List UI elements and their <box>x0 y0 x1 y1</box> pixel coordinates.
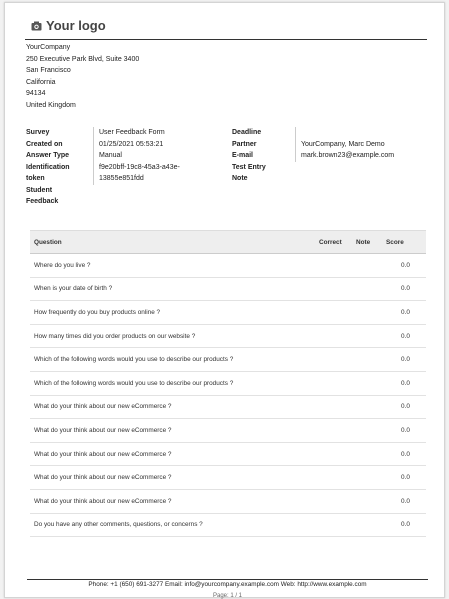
score-cell: 0.0 <box>401 261 410 269</box>
table-row <box>30 490 426 514</box>
score-cell: 0.0 <box>401 497 410 505</box>
camera-icon <box>31 21 42 31</box>
header-question: Question <box>34 238 62 246</box>
info-value-token: f9e20bff-19c8-45a3-a43e- <box>99 163 180 171</box>
question-cell: What do your think about our new eCommerce ? <box>34 497 172 505</box>
info-label: Created on <box>26 140 63 148</box>
info-labels-left <box>26 127 86 208</box>
score-cell: 0.0 <box>401 285 410 293</box>
info-label: Partner <box>232 140 257 148</box>
table-row <box>30 466 426 490</box>
logo-text: Your logo <box>46 18 106 33</box>
answers-table <box>30 230 426 537</box>
question-cell: How many times did you order products on our website ? <box>34 332 196 340</box>
score-cell: 0.0 <box>401 356 410 364</box>
info-label: Deadline <box>232 129 262 136</box>
info-values-right <box>295 127 421 162</box>
footer-divider <box>27 579 428 580</box>
score-cell: 0.0 <box>401 308 410 316</box>
info-value-survey: User Feedback Form <box>99 129 165 136</box>
question-cell: What do your think about our new eCommerce ? <box>34 450 172 458</box>
table-row <box>30 301 426 325</box>
table-row <box>30 278 426 302</box>
question-cell: Which of the following words would you use to describe our products ? <box>34 379 234 387</box>
table-row <box>30 372 426 396</box>
question-cell: Which of the following words would you use to describe our products ? <box>34 356 234 364</box>
company-street: 250 Executive Park Blvd, Suite 3400 <box>26 55 140 63</box>
question-cell: Where do you live ? <box>34 261 91 269</box>
table-row <box>30 396 426 420</box>
info-value-token-cont: 13855e851fdd <box>99 175 144 182</box>
score-cell: 0.0 <box>401 403 410 411</box>
question-cell: Do you have any other comments, questions, or concerns ? <box>34 521 203 529</box>
table-row <box>30 514 426 538</box>
info-label: Student <box>26 186 53 194</box>
question-cell: When is your date of birth ? <box>34 285 113 293</box>
report-page <box>4 2 445 598</box>
info-label: Survey <box>26 129 50 136</box>
header-divider <box>25 39 427 40</box>
info-values-left <box>93 127 229 185</box>
header-correct: Correct <box>319 238 342 246</box>
header-note: Note <box>356 238 371 246</box>
score-cell: 0.0 <box>401 521 410 529</box>
info-value-deadline <box>301 127 421 139</box>
company-country: United Kingdom <box>26 101 76 109</box>
info-value-answer-type: Manual <box>99 152 122 159</box>
table-row <box>30 419 426 443</box>
info-label: Note <box>232 175 248 182</box>
table-row <box>30 348 426 372</box>
question-cell: How frequently do you buy products online ? <box>34 308 161 316</box>
question-cell: What do your think about our new eCommerce ? <box>34 403 172 411</box>
info-label: Test Entry <box>232 163 266 171</box>
company-state: California <box>26 78 56 86</box>
page-number: Page: 1 / 1 <box>212 593 243 599</box>
info-value-partner: YourCompany, Marc Demo <box>301 140 385 148</box>
header-score: Score <box>386 238 404 246</box>
table-header <box>30 230 426 254</box>
info-label: Answer Type <box>26 152 70 159</box>
score-cell: 0.0 <box>401 379 410 387</box>
info-labels-right <box>232 127 292 185</box>
company-name: YourCompany <box>26 44 71 51</box>
table-row <box>30 325 426 349</box>
info-label: Feedback <box>26 198 59 205</box>
score-cell: 0.0 <box>401 426 410 434</box>
company-address <box>26 42 139 111</box>
info-label: Identification <box>26 163 70 171</box>
score-cell: 0.0 <box>401 332 410 340</box>
company-logo <box>31 18 106 33</box>
question-cell: What do your think about our new eCommerce ? <box>34 426 172 434</box>
table-row <box>30 443 426 467</box>
info-value-created: 01/25/2021 05:53:21 <box>99 140 164 148</box>
score-cell: 0.0 <box>401 450 410 458</box>
info-label: E-mail <box>232 152 254 159</box>
question-cell: What do your think about our new eCommerce ? <box>34 474 172 482</box>
footer-contact: Phone: +1 (650) 691-3277 Email: info@yourcompany.example.com Web: http://www.example.com <box>88 581 367 588</box>
company-zip: 94134 <box>26 90 46 97</box>
table-row <box>30 254 426 278</box>
score-cell: 0.0 <box>401 474 410 482</box>
company-city: San Francisco <box>26 67 71 74</box>
info-label: token <box>26 175 45 182</box>
info-value-email: mark.brown23@example.com <box>301 152 395 159</box>
